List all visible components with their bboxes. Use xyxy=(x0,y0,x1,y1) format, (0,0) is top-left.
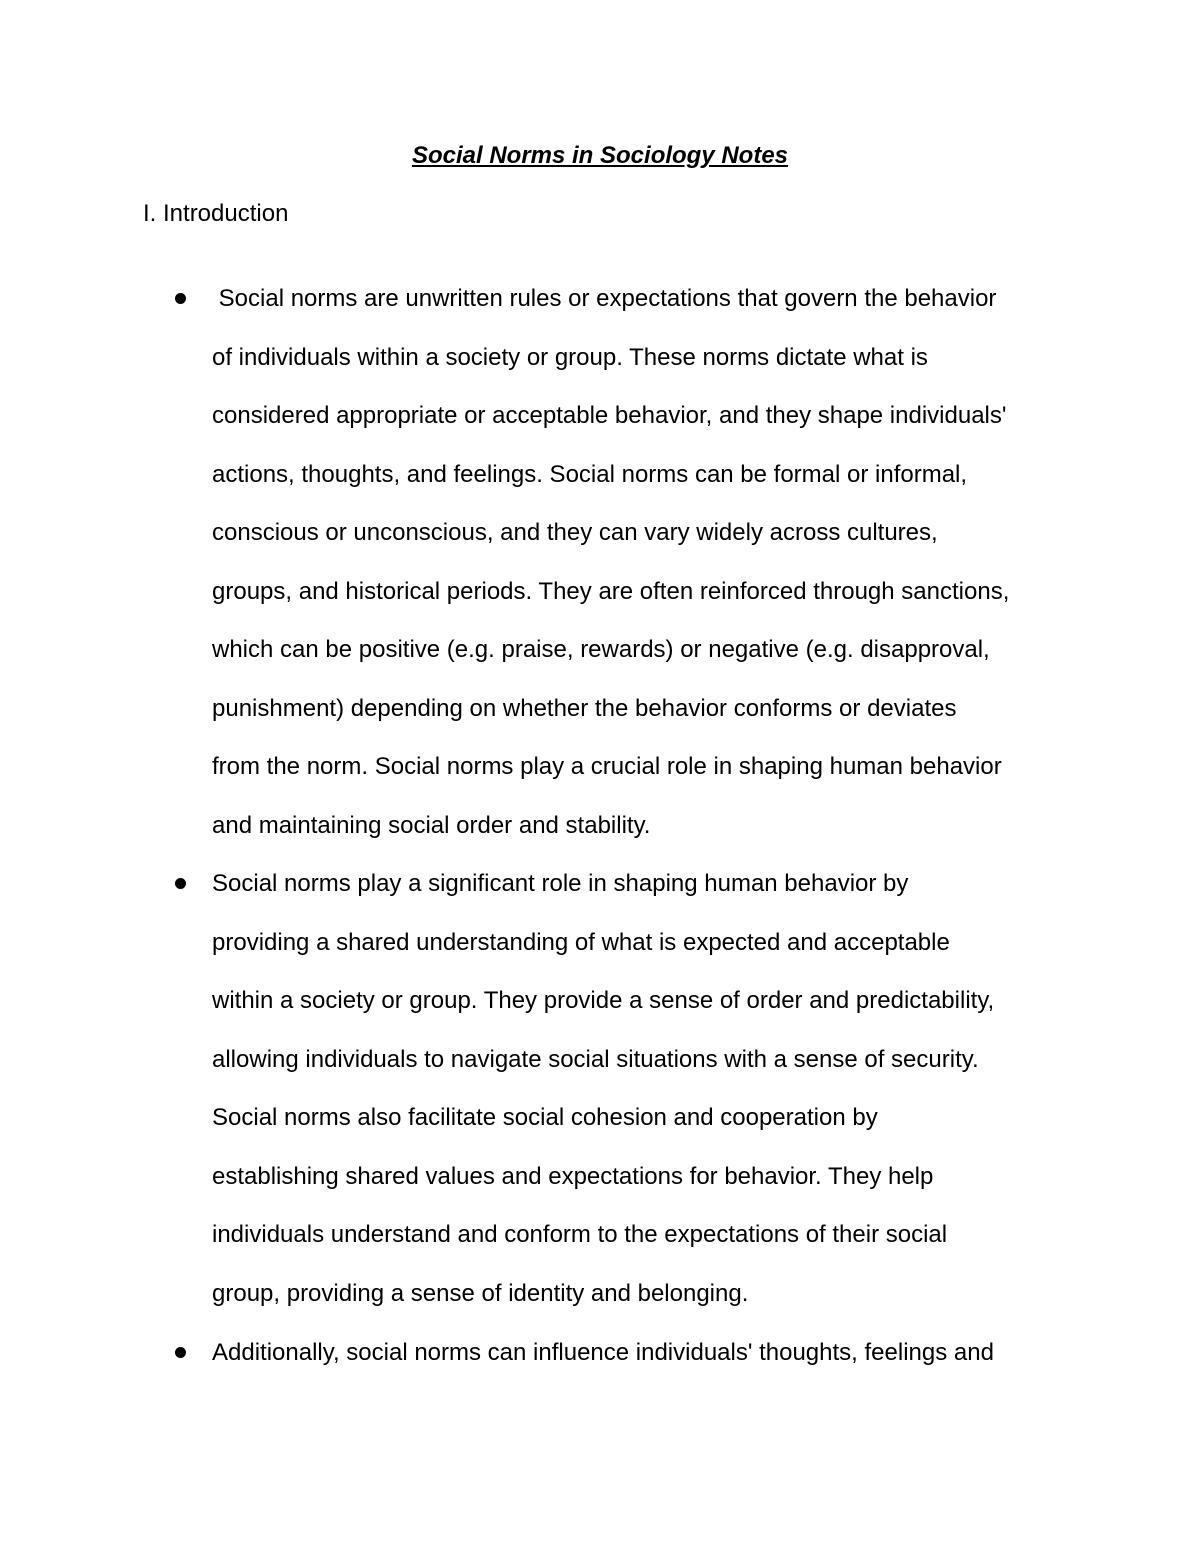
bullet-line: Additionally, social norms can influence individuals' thoughts, feelings and xyxy=(212,1339,994,1366)
bullet-line: providing a shared understanding of what is expected and acceptable xyxy=(212,928,950,956)
bullet-line: group, providing a sense of identity and belonging. xyxy=(212,1279,749,1307)
bullet-item xyxy=(212,855,1092,1323)
bullet-line: conscious or unconscious, and they can vary widely across cultures, xyxy=(212,519,938,546)
bullet-dot-icon xyxy=(175,1347,186,1358)
bullet-line: allowing individuals to navigate social situations with a sense of security. xyxy=(212,1045,979,1073)
section-heading: I. Introduction xyxy=(143,200,289,227)
bullet-line: Social norms also facilitate social cohesion and cooperation by xyxy=(212,1104,878,1131)
bullet-line: Social norms are unwritten rules or expectations that govern the behavior xyxy=(212,285,997,312)
bullet-line: establishing shared values and expectations for behavior. They help xyxy=(212,1162,934,1190)
bullet-line: considered appropriate or acceptable behavior, and they shape individuals' xyxy=(212,402,1007,429)
bullet-line: from the norm. Social norms play a crucial role in shaping human behavior xyxy=(212,753,1002,780)
document-title: Social Norms in Sociology Notes xyxy=(411,142,789,169)
bullet-line: within a society or group. They provide a sense of order and predictability, xyxy=(212,987,995,1014)
bullet-line: and maintaining social order and stability. xyxy=(212,811,651,839)
bullet-item xyxy=(212,1324,1092,1383)
bullet-line: Social norms play a significant role in shaping human behavior by xyxy=(212,870,909,897)
bullet-line: of individuals within a society or group. These norms dictate what is xyxy=(212,343,928,371)
bullet-line: individuals understand and conform to the expectations of their social xyxy=(212,1221,948,1248)
bullet-item xyxy=(212,270,1092,855)
bullet-line: punishment) depending on whether the behavior conforms or deviates xyxy=(212,694,957,722)
bullet-line: actions, thoughts, and feelings. Social norms can be formal or informal, xyxy=(212,460,968,488)
bullet-dot-icon xyxy=(175,878,186,889)
bullet-dot-icon xyxy=(175,293,186,304)
bullet-line: groups, and historical periods. They are often reinforced through sanctions, xyxy=(212,577,1010,605)
bullet-line: which can be positive (e.g. praise, rewards) or negative (e.g. disapproval, xyxy=(212,636,990,663)
